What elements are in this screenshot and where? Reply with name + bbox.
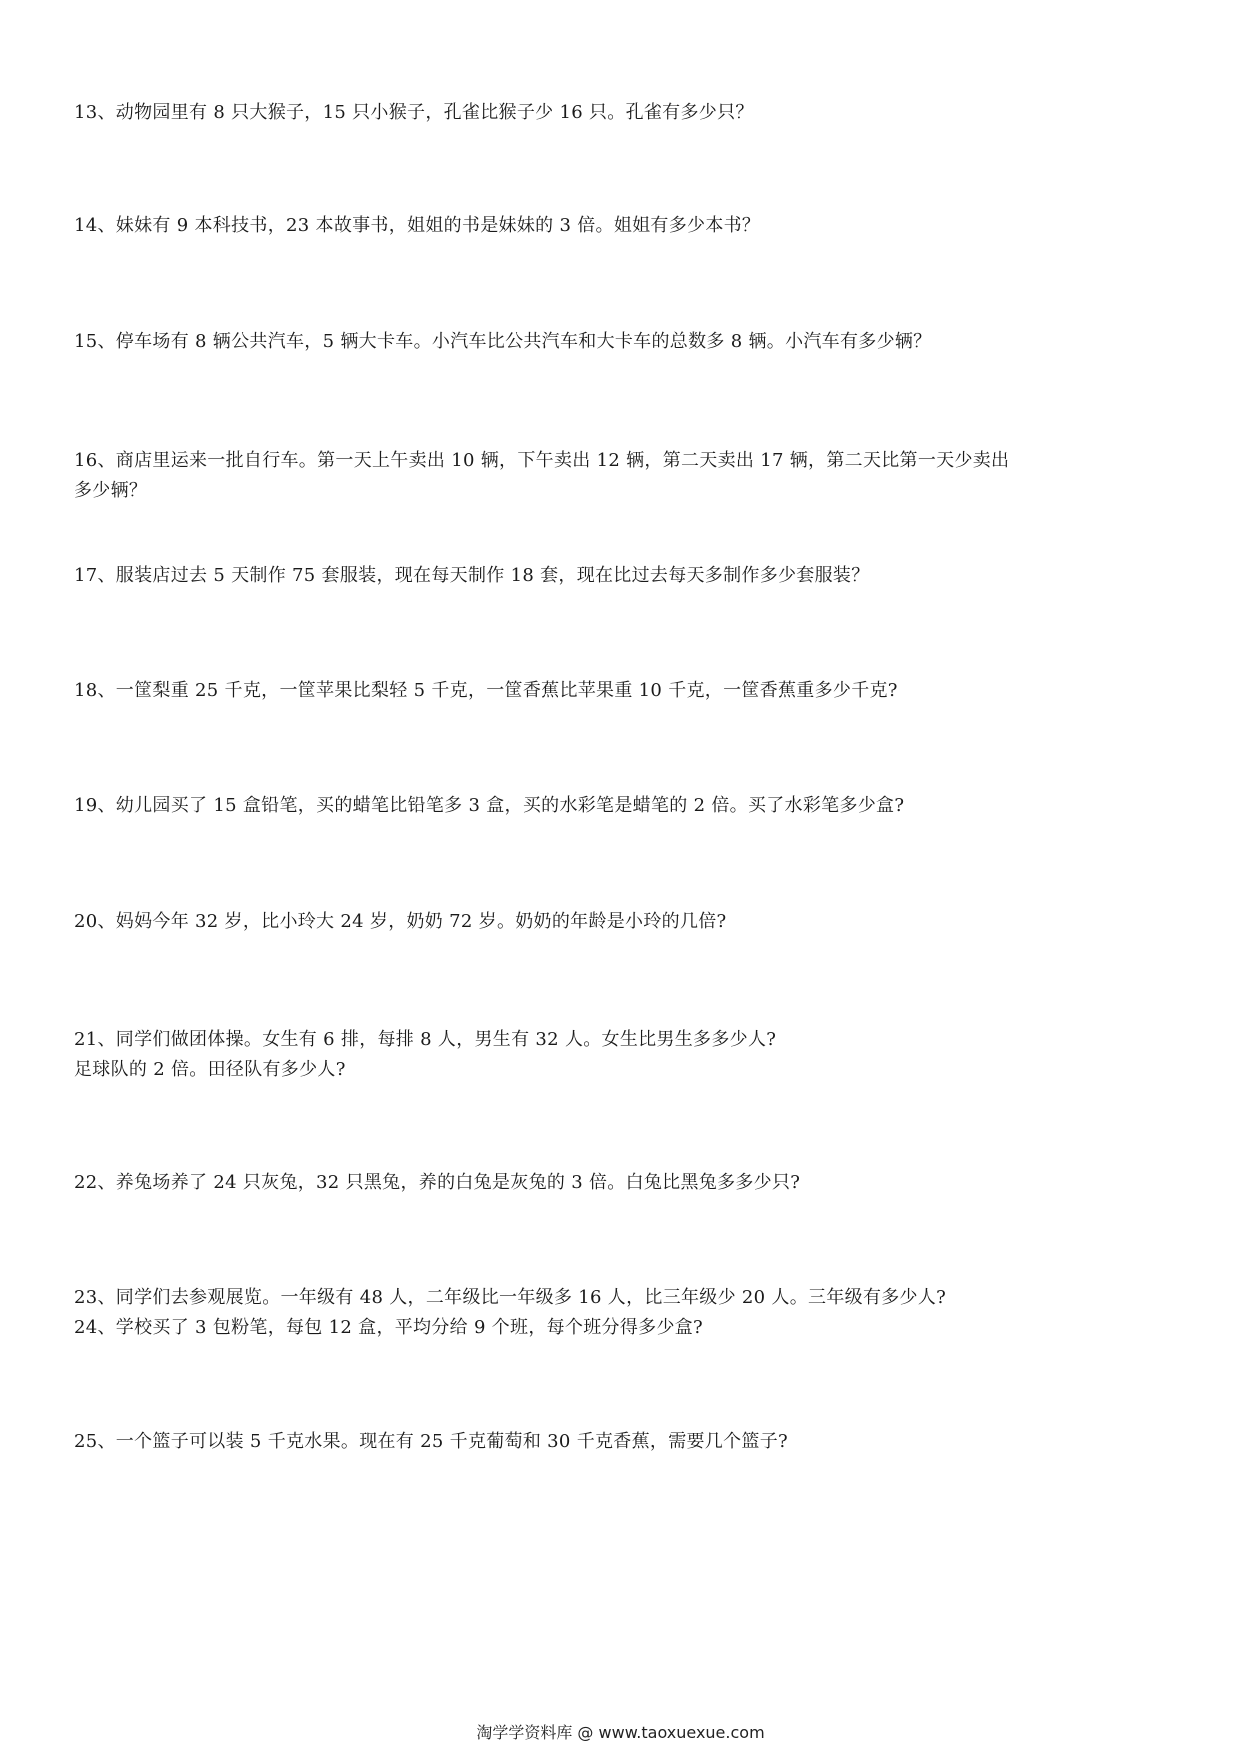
problem-text: 22、养兔场养了 24 只灰兔，32 只黑兔，养的白兔是灰兔的 3 倍。白兔比黑兔多多少只? <box>74 1172 801 1193</box>
problem-text: 16、商店里运来一批自行车。第一天上午卖出 10 辆，下午卖出 12 辆，第二天卖出 17 辆，第二天比第一天少卖出 <box>74 450 1010 471</box>
problem-18 <box>74 676 1174 706</box>
problem-text: 17、服装店过去 5 天制作 75 套服装，现在每天制作 18 套，现在比过去每天多制作多少套服装？ <box>74 565 870 586</box>
problem-text: 23、同学们去参观展览。一年级有 48 人，二年级比一年级多 16 人，比三年级少 20 人。三年级有多少人? <box>74 1287 947 1308</box>
problem-22 <box>74 1168 1174 1198</box>
problem-19 <box>74 791 1174 821</box>
problem-13 <box>74 98 1174 128</box>
footer-watermark: 淘学学资料库 @ www.taoxuexue.com <box>476 1723 765 1742</box>
problem-text: 15、停车场有 8 辆公共汽车，5 辆大卡车。小汽车比公共汽车和大卡车的总数多 8 辆。小汽车有多少辆？ <box>74 331 932 352</box>
problem-text: 13、动物园里有 8 只大猴子，15 只小猴子，孔雀比猴子少 16 只。孔雀有多少只？ <box>74 102 754 123</box>
problem-17 <box>74 561 1174 591</box>
problem-14 <box>74 211 1174 241</box>
problem-23-24 <box>74 1283 1174 1343</box>
problem-text: 20、妈妈今年 32 岁，比小玲大 24 岁，奶奶 72 岁。奶奶的年龄是小玲的几倍? <box>74 911 727 932</box>
problem-25 <box>74 1427 1174 1457</box>
problem-21 <box>74 1025 1174 1085</box>
problem-text: 24、学校买了 3 包粉笔，每包 12 盒，平均分给 9 个班，每个班分得多少盒? <box>74 1317 703 1338</box>
problem-text: 25、一个篮子可以装 5 千克水果。现在有 25 千克葡萄和 30 千克香蕉，需要几个篮子? <box>74 1431 788 1452</box>
problem-text: 19、幼儿园买了 15 盒铅笔，买的蜡笔比铅笔多 3 盒，买的水彩笔是蜡笔的 2 倍。买了水彩笔多少盒? <box>74 795 905 816</box>
problem-text-continued: 足球队的 2 倍。田径队有多少人? <box>74 1059 346 1080</box>
problem-20 <box>74 907 1174 937</box>
problem-text-continued: 多少辆？ <box>74 480 148 501</box>
problem-text: 18、一筐梨重 25 千克，一筐苹果比梨轻 5 千克，一筐香蕉比苹果重 10 千克，一筐香蕉重多少千克? <box>74 680 898 701</box>
problem-15 <box>74 327 1174 357</box>
problem-16 <box>74 446 1174 506</box>
problem-text: 14、妹妹有 9 本科技书，23 本故事书，姐姐的书是妹妹的 3 倍。姐姐有多少本书？ <box>74 215 761 236</box>
problem-text: 21、同学们做团体操。女生有 6 排，每排 8 人，男生有 32 人。女生比男生多多少人? <box>74 1029 777 1050</box>
